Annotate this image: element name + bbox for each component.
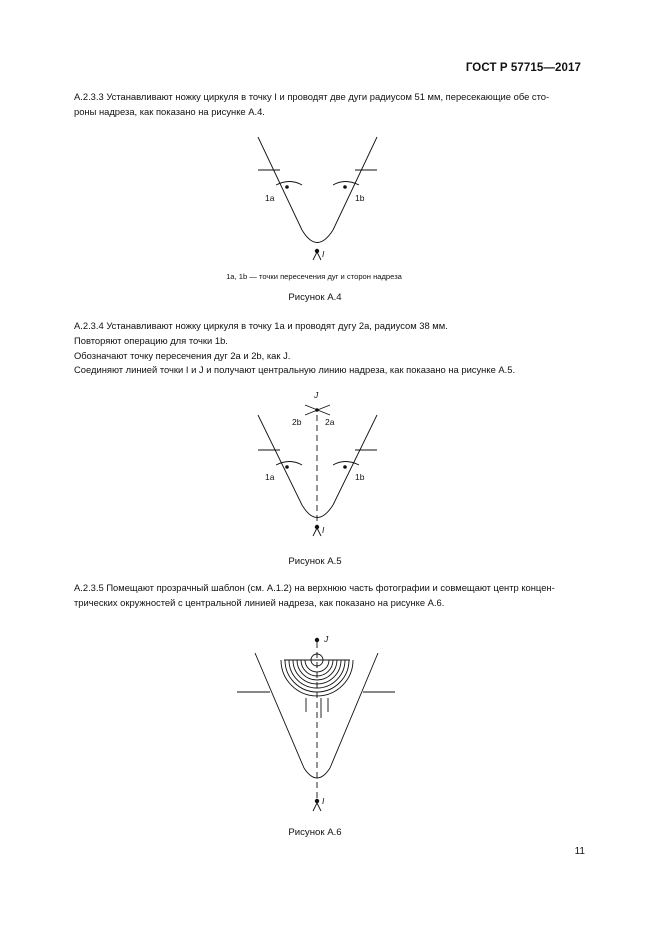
document-code: ГОСТ Р 57715—2017	[465, 62, 581, 74]
point-I	[315, 799, 319, 803]
arc-left	[276, 462, 302, 466]
label-1b: 1b	[355, 193, 365, 203]
paragraph-line: роны надреза, как показано на рисунке А.4.	[74, 105, 265, 117]
notch-right-side	[330, 653, 378, 768]
paragraph-line: А.2.3.3 Устанавливают ножку циркуля в точку I и проводят две дуги радиусом 51 мм, пересекающие обе сто-	[74, 91, 550, 102]
label-I: I	[322, 796, 325, 806]
page-number: 11	[574, 846, 585, 857]
figure-a4-caption: Рисунок А.4	[288, 292, 342, 303]
point-1b	[343, 185, 347, 189]
notch-right-side	[333, 415, 377, 505]
paragraph-line: Обозначают точку пересечения дуг 2a и 2b, как J.	[74, 349, 291, 361]
paragraph-a234	[74, 319, 586, 378]
notch-root-arc	[302, 505, 333, 518]
point-J	[315, 638, 319, 642]
paragraph-a233	[74, 90, 586, 120]
label-J: J	[314, 390, 319, 400]
point-I	[315, 249, 319, 253]
notch-left-side	[255, 653, 304, 768]
paragraph-line: А.2.3.5 Помещают прозрачный шаблон (см. А.1.2) на верхнюю часть фотографии и совмещают центр концен-	[74, 582, 555, 593]
apex-tick	[313, 803, 321, 811]
point-1a	[285, 185, 289, 189]
label-I: I	[322, 525, 325, 535]
figure-a4-note: 1a, 1b — точки пересечения дуг и сторон надреза	[226, 272, 402, 281]
label-1a: 1a	[265, 193, 275, 203]
label-2b: 2b	[292, 417, 302, 427]
figure-a6-caption: Рисунок А.6	[288, 827, 342, 838]
label-1b: 1b	[355, 472, 365, 482]
notch-left-side	[258, 415, 302, 505]
point-1a	[285, 465, 289, 469]
arc-right	[333, 462, 359, 466]
figure-a6-diagram	[0, 628, 661, 818]
label-1a: 1a	[265, 472, 275, 482]
notch-root-arc	[302, 230, 333, 243]
apex-tick	[313, 528, 321, 536]
figure-a5-diagram	[0, 385, 661, 545]
label-J: J	[324, 634, 329, 644]
paragraph-line: А.2.3.4 Устанавливают ножку циркуля в точку 1a и проводят дугу 2a, радиусом 38 мм.	[74, 320, 448, 331]
paragraph-line: трических окружностей с центральной линией надреза, как показано на рисунке А.6.	[74, 596, 445, 608]
paragraph-line: Повторяют операцию для точки 1b.	[74, 334, 228, 346]
arc-right	[333, 182, 359, 186]
arc-left	[276, 182, 302, 186]
label-2a: 2a	[325, 417, 335, 427]
figure-a5-caption: Рисунок А.5	[288, 556, 342, 567]
point-I	[315, 525, 319, 529]
paragraph-a235	[74, 581, 586, 611]
point-1b	[343, 465, 347, 469]
paragraph-line: Соединяют линией точки I и J и получают центральную линию надреза, как показано на рисунке А.5.	[74, 364, 516, 376]
label-I: I	[322, 249, 325, 259]
figure-a4-diagram	[0, 130, 661, 270]
point-J	[315, 408, 319, 412]
